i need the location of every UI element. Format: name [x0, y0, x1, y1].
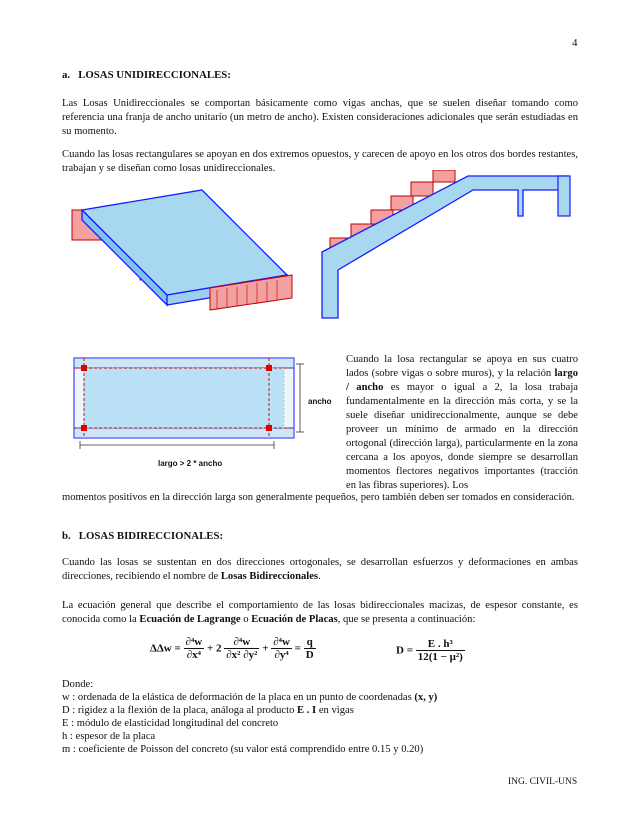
b-p2-bold-1: Ecuación de Lagrange — [139, 614, 241, 625]
b-p2-bold-2: Ecuación de Placas — [251, 614, 338, 625]
definition-d: D : rigidez a la flexión de la placa, análoga al producto E . I en vigas — [62, 705, 354, 716]
b-p2-text-1: La ecuación general que describe el comportamiento de las losas bidireccionales macizas, de espesor constante, es conocida como la — [62, 600, 578, 625]
section-a-paragraph-1: Las Losas Unidireccionales se comportan básicamente como vigas anchas, que se suelen diseñar tomando como referencia una franja de ancho unitario (un metro de ancho). Existen consideraciones adicionales que serán estudiadas en su momento. — [62, 98, 578, 137]
b-p1-bold: Losas Bidireccionales — [220, 571, 319, 582]
eq-plus-1: + 2 — [206, 642, 222, 655]
lagrange-equation — [150, 636, 316, 661]
rigidity-equation — [396, 638, 465, 663]
landing-support — [558, 176, 570, 216]
page-number: 4 — [572, 37, 578, 49]
definitions-title: Donde: — [62, 679, 94, 690]
eq-term-1: $\frac{\text{∂⁴w}}{\text{∂x⁴}}$ — [185, 636, 203, 661]
eq-rhs: $\frac{q}{D}$ — [305, 636, 314, 661]
b-p1-text-2: . — [318, 571, 321, 582]
section-b-paragraph-2 — [62, 599, 578, 627]
length-label: largo > 2 * ancho — [158, 459, 223, 468]
d-fraction: $\frac{\text{E . h³}}{\text{12(1 − μ²)}}$ — [417, 638, 463, 663]
section-b-paragraph-1 — [62, 556, 578, 584]
section-a-paragraph-3-continued: momentos positivos en la dirección larga son generalmente pequeños, pero también deben ser tomados en consideración. — [62, 492, 575, 503]
width-label: ancho — [308, 397, 332, 406]
definition-m: m : coeficiente de Poisson del concreto (su valor está comprendido entre 0.15 y 0.20) — [62, 744, 424, 755]
section-a-paragraph-3 — [346, 353, 578, 493]
eq-term-2: $\frac{\text{∂⁴w}}{\text{∂x² ∂y²}}$ — [226, 636, 258, 661]
plan-view-diagram — [62, 352, 338, 452]
p3-text-1: Cuando la losa rectangular se apoya en sus cuatro lados (sobre vigas o sobre muros), y la relación — [346, 354, 578, 379]
slab-two-supports-figure — [62, 180, 302, 330]
definition-h: h : espesor de la placa — [62, 731, 156, 742]
eq-lhs: ΔΔw = — [150, 642, 181, 655]
p3-text-2: es mayor o igual a 2, la losa trabaja fundamentalmente en la dirección más corta, y se la suele diseñar unidireccionalmente, aunque se debe proveer un mínimo de armado en la dirección ortogonal (dirección larga), particularmente en la zona cercana a los apoyos, donde siempre se desarrollan momentos flectores negativos importantes (tracción en las fibras superiores). Los — [346, 382, 578, 491]
section-a-paragraph-2: Cuando las losas rectangulares se apoyan en dos extremos opuestos, y carecen de apoyo en los otros dos bordes restantes, trabajan y se diseñan como losas unidireccionales. — [62, 149, 578, 174]
b-p2-text-mid: o — [240, 614, 252, 625]
inclined-slab — [322, 176, 568, 318]
eq-plus-2: + — [262, 642, 269, 655]
b-p2-text-2: , que se presenta a continuación: — [337, 614, 476, 625]
p3-bold: largo / ancho — [346, 368, 578, 393]
eq-equals: = — [294, 642, 301, 655]
d-lhs: D = — [396, 644, 413, 657]
definition-w: w : ordenada de la elástica de deformación de la placa en un punto de coordenadas (x, y) — [62, 692, 438, 703]
footer: ING. CIVIL-UNS — [508, 777, 578, 787]
stair-slab-figure — [318, 170, 580, 320]
b-p1-text-1: Cuando las losas se sustentan en dos direcciones ortogonales, se desarrollan esfuerzos y deformaciones en ambas direcciones, recibiendo el nombre de — [62, 557, 578, 582]
section-a-heading: a. LOSAS UNIDIRECCIONALES: — [62, 69, 231, 81]
definition-e: E : módulo de elasticidad longitudinal del concreto — [62, 718, 279, 729]
section-b-heading: b. LOSAS BIDIRECCIONALES: — [62, 530, 224, 542]
eq-term-3: $\frac{\text{∂⁴w}}{\text{∂y⁴}}$ — [273, 636, 290, 661]
